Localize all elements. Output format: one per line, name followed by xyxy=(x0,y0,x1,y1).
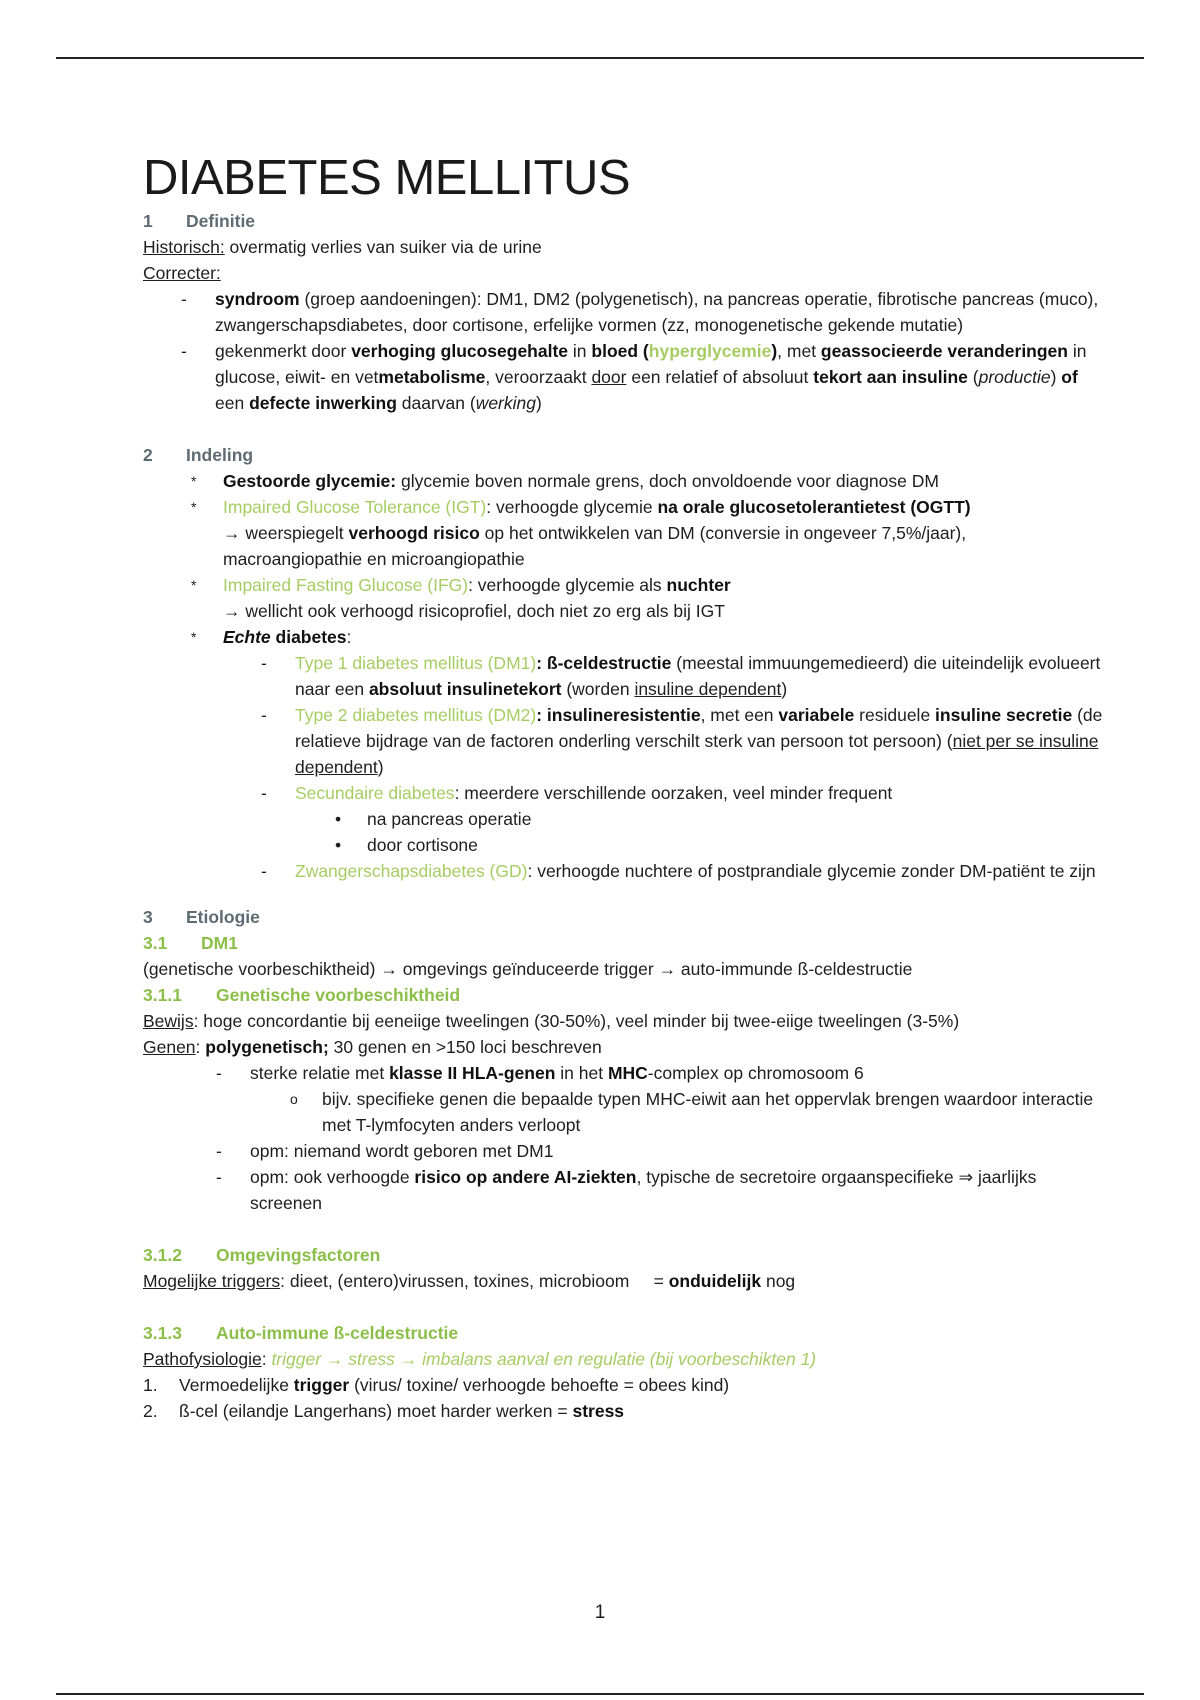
pathofysiologie-line: Pathofysiologie: trigger → stress → imbalans aanval en regulatie (bij voorbeschikten 1) xyxy=(143,1349,817,1369)
heading-genetische-voorbeschiktheid: 3.1.1 Genetische voorbeschiktheid xyxy=(143,985,461,1005)
genen-sublist xyxy=(250,1086,1103,1138)
list-item: - opm: niemand wordt geboren met DM1 xyxy=(250,1138,1103,1164)
page-number: 1 xyxy=(594,1602,606,1623)
historisch-line: Historisch: overmatig verlies van suiker via de urine xyxy=(143,237,542,257)
indeling-list xyxy=(143,468,1103,884)
list-item: - gekenmerkt door verhoging glucosegehalte in bloed (hyperglycemie), met geassocieerde veranderingen in glucose, eiwit- en vetmetabolisme, veroorzaakt door een relatief of absoluut tekort aan insuline (productie) of een defecte inwerking daarvan (werking) xyxy=(215,338,1103,416)
list-item: * Impaired Glucose Tolerance (IGT): verhoogde glycemie na orale glucosetolerantietest (OGTT) → weerspiegelt verhoogd risico op het ontwikkelen van DM (conversie in ongeveer 7,5%/jaar), macroangiopathie en microangiopathie xyxy=(223,494,1103,572)
heading-etiologie: 3 Etiologie xyxy=(143,907,260,927)
definitie-list xyxy=(143,286,1103,416)
list-item: - Secundaire diabetes: meerdere verschillende oorzaken, veel minder frequent • na pancreas operatie • door cortisone xyxy=(295,780,1103,858)
genen-line: Genen: polygenetisch; 30 genen en >150 loci beschreven xyxy=(143,1037,602,1057)
correcter-label: Correcter: xyxy=(143,263,221,283)
list-item: - Zwangerschapsdiabetes (GD): verhoogde nuchtere of postprandiale glycemie zonder DM-patiënt te zijn xyxy=(295,858,1103,884)
pathofysiologie-steps xyxy=(143,1372,1103,1424)
list-item: - Type 1 diabetes mellitus (DM1): ß-celdestructie (meestal immuungemedieerd) die uiteindelijk evolueert naar een absoluut insulinetekort (worden insuline dependent) xyxy=(295,650,1103,702)
page-body xyxy=(143,150,1103,1424)
list-item: * Echte diabetes: - Type 1 diabetes mellitus (DM1): ß-celdestructie (meestal immuungemedieerd) die uiteindelijk evolueert naar een absoluut insulinetekort (worden insuline dependent) - Type 2 diabetes mellitus (DM2): insulineresistentie, met een variabele residuele insuline secretie (de relatieve bijdrage van de factoren onderling verschilt sterk van persoon tot persoon) (niet per se insuline dependent) - Secundaire diabetes: meerdere verschillende oorzaken, veel minder frequent • na pancreas operatie • door cortisone - Zwangerschapsdiabetes (GD): verhoogde nuchtere of postprandiale glycemie zonder DM-patiënt te zijn xyxy=(223,624,1103,884)
heading-dm1: 3.1 DM1 xyxy=(143,933,238,953)
list-item: - Type 2 diabetes mellitus (DM2): insulineresistentie, met een variabele residuele insuline secretie (de relatieve bijdrage van de factoren onderling verschilt sterk van persoon tot persoon) (niet per se insuline dependent) xyxy=(295,702,1103,780)
heading-definitie: 1 Definitie xyxy=(143,211,256,231)
list-item: - syndroom (groep aandoeningen): DM1, DM2 (polygenetisch), na pancreas operatie, fibrotische pancreas (muco), zwangerschapsdiabetes, door cortisone, erfelijke vormen (zz, monogenetische gekende mutatie) xyxy=(215,286,1103,338)
list-item: * Gestoorde glycemie: glycemie boven normale grens, doch onvoldoende voor diagnose DM xyxy=(223,468,1103,494)
heading-auto-immune: 3.1.3 Auto-immune ß-celdestructie xyxy=(143,1323,459,1343)
list-item: o bijv. specifieke genen die bepaalde typen MHC-eiwit aan het oppervlak brengen waardoor interactie met T-lymfocyten anders verloopt xyxy=(322,1086,1103,1138)
list-item: 1. Vermoedelijke trigger (virus/ toxine/ verhoogde behoefte = obees kind) xyxy=(143,1375,730,1395)
diabetes-types-list xyxy=(223,650,1103,884)
genen-list xyxy=(143,1060,1103,1216)
triggers-line: Mogelijke triggers: dieet, (entero)virussen, toxines, microbioom = onduidelijk nog xyxy=(143,1271,796,1291)
heading-omgevingsfactoren: 3.1.2 Omgevingsfactoren xyxy=(143,1245,381,1265)
list-item: - sterke relatie met klasse II HLA-genen in het MHC-complex op chromosoom 6 o bijv. specifieke genen die bepaalde typen MHC-eiwit aan het oppervlak brengen waardoor interactie met T-lymfocyten anders verloopt xyxy=(250,1060,1103,1138)
heading-indeling: 2 Indeling xyxy=(143,445,254,465)
list-item: 2. ß-cel (eilandje Langerhans) moet harder werken = stress xyxy=(143,1401,625,1421)
list-item: • na pancreas operatie xyxy=(367,806,1103,832)
top-rule xyxy=(56,57,1144,59)
list-item: • door cortisone xyxy=(367,832,1103,858)
bottom-rule xyxy=(56,1693,1144,1695)
document-title: DIABETES MELLITUS xyxy=(143,151,631,205)
dm1-summary: (genetische voorbeschiktheid) → omgevings geïnduceerde trigger → auto-immunde ß-celdestructie xyxy=(143,959,913,979)
list-item: - opm: ook verhoogde risico op andere AI-ziekten, typische de secretoire orgaanspecifieke ⇒ jaarlijks screenen xyxy=(250,1164,1103,1216)
secundaire-sublist xyxy=(295,806,1103,858)
bewijs-line: Bewijs: hoge concordantie bij eeneiige tweelingen (30-50%), veel minder bij twee-eiige tweelingen (3-5%) xyxy=(143,1011,960,1031)
list-item: * Impaired Fasting Glucose (IFG): verhoogde glycemie als nuchter → wellicht ook verhoogd risicoprofiel, doch niet zo erg als bij IGT xyxy=(223,572,1103,624)
